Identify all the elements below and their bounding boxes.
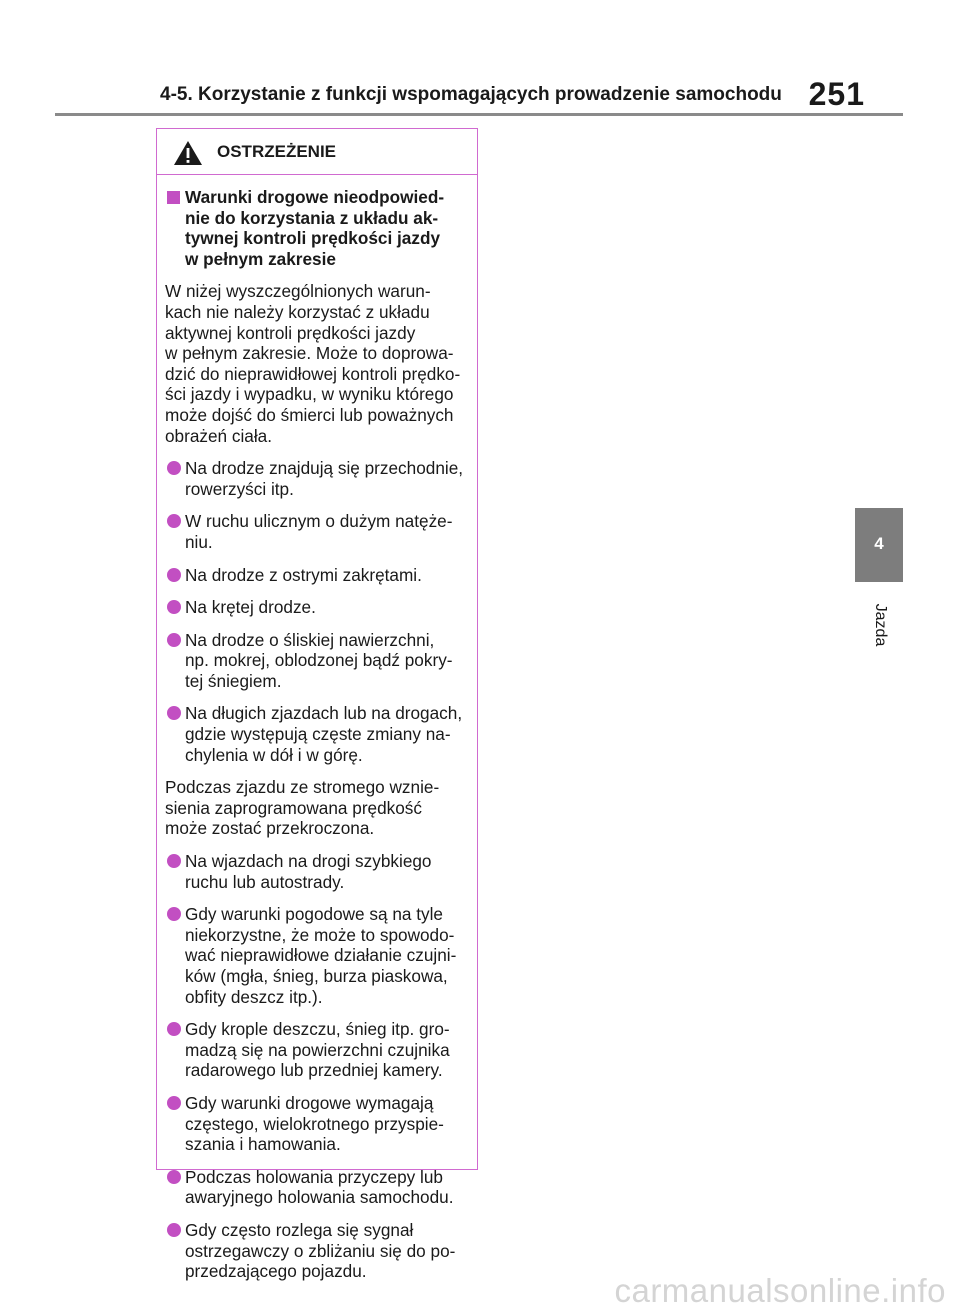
header-divider — [55, 113, 903, 116]
chapter-tab-label — [866, 595, 894, 655]
bullet-text-line: Podczas holowania przyczepy lub — [185, 1166, 443, 1187]
round-bullet-icon — [167, 633, 181, 647]
chapter-tab-label-text: Jazda — [872, 603, 889, 647]
warning-body — [157, 175, 477, 1282]
bullet-item — [165, 1093, 469, 1155]
section-title-line: nie do korzystania z układu ak- — [185, 207, 439, 228]
bullet-text-line: Gdy krople deszczu, śnieg itp. gro- — [185, 1019, 450, 1040]
text-line: Podczas zjazdu ze stromego wznie- — [165, 777, 440, 798]
round-bullet-icon — [167, 706, 181, 720]
text-line: obrażeń ciała. — [165, 425, 273, 446]
section-title-line: tywnej kontroli prędkości jazdy — [185, 228, 441, 249]
chapter-tab[interactable] — [855, 508, 903, 582]
text-line: kach nie należy korzystać z układu — [165, 301, 430, 322]
bullet-list-b — [165, 851, 469, 1282]
bullet-text-line: obfity deszcz itp.). — [185, 986, 323, 1007]
bullet-text-line: ruchu lub autostrady. — [185, 871, 345, 892]
round-bullet-icon — [167, 461, 181, 475]
bullet-item — [165, 904, 469, 1007]
bullet-text-line: ków (mgła, śnieg, burza piaskowa, — [185, 966, 448, 986]
bullet-text-line: Na wjazdach na drogi szybkiego — [185, 851, 432, 872]
bullet-text-line: Gdy warunki drogowe wymagają — [185, 1092, 434, 1113]
middle-paragraph — [165, 777, 469, 839]
bullet-text-line: tej śniegiem. — [185, 670, 282, 691]
bullet-text-line: Na krętej drodze. — [185, 597, 316, 618]
warning-box — [156, 128, 478, 1282]
bullet-item — [165, 1167, 469, 1208]
bullet-text-line: Na drodze znajdują się przechodnie, — [185, 458, 464, 479]
bullet-item — [165, 1019, 469, 1081]
bullet-item — [165, 703, 469, 765]
round-bullet-icon — [167, 1223, 181, 1237]
bullet-text-line: rowerzyści itp. — [185, 478, 294, 499]
text-line: w pełnym zakresie. Może to doprowa- — [165, 343, 454, 364]
bullet-text-line: madzą się na powierzchni czujnika — [185, 1039, 450, 1060]
round-bullet-icon — [167, 514, 181, 528]
chapter-tab-number: 4 — [874, 534, 884, 553]
warning-header — [157, 129, 477, 175]
text-line: może zostać przekroczona. — [165, 818, 375, 839]
chapter-title: 4-5. Korzystanie z funkcji wspomagających prowadzenie samochodu — [160, 84, 782, 105]
text-line: W niżej wyszczególnionych warun- — [165, 281, 431, 302]
text-line: może dojść do śmierci lub poważnych — [165, 404, 454, 425]
page-number: 251 — [808, 76, 865, 112]
bullet-text-line: wać nieprawidłowe działanie czujni- — [185, 945, 457, 966]
bullet-text-line: Na drodze o śliskiej nawierzchni, — [185, 629, 435, 650]
round-bullet-icon — [167, 568, 181, 582]
intro-paragraph — [165, 281, 469, 446]
bullet-text-line: gdzie występują częste zmiany na- — [185, 724, 451, 745]
page-header — [160, 78, 865, 110]
watermark: carmanualsonline.info — [614, 1272, 946, 1309]
bullet-item — [165, 458, 469, 499]
bullet-text-line: W ruchu ulicznym o dużym natęże- — [185, 511, 453, 532]
round-bullet-icon — [167, 1170, 181, 1184]
text-line: dzić do nieprawidłowej kontroli prędko- — [165, 363, 461, 384]
bullet-text-line: Na długich zjazdach lub na drogach, — [185, 703, 463, 724]
bullet-list-a — [165, 458, 469, 765]
bullet-text-line: Na drodze z ostrymi zakrętami. — [185, 564, 422, 585]
bullet-text-line: Gdy często rozlega się sygnał — [185, 1219, 414, 1240]
round-bullet-icon — [167, 600, 181, 614]
section-title — [165, 187, 469, 269]
round-bullet-icon — [167, 1022, 181, 1036]
square-bullet-icon — [167, 191, 180, 204]
bullet-text-line: awaryjnego holowania samochodu. — [185, 1187, 454, 1208]
bullet-text-line: Gdy warunki pogodowe są na tyle — [185, 904, 443, 925]
bullet-item — [165, 565, 469, 586]
bullet-item — [165, 851, 469, 892]
bullet-text-line: niekorzystne, że może to spowodo- — [185, 924, 455, 945]
bullet-item — [165, 597, 469, 618]
round-bullet-icon — [167, 907, 181, 921]
bullet-text-line: chylenia w dół i w górę. — [185, 744, 363, 765]
bullet-item — [165, 630, 469, 692]
text-line: aktywnej kontroli prędkości jazdy — [165, 322, 416, 343]
section-title-line: w pełnym zakresie — [185, 248, 336, 269]
bullet-text-line: przedzającego pojazdu. — [185, 1261, 367, 1282]
round-bullet-icon — [167, 1096, 181, 1110]
bullet-text-line: ostrzegawczy o zbliżaniu się do po- — [185, 1240, 456, 1261]
bullet-text-line: częstego, wielokrotnego przyspie- — [185, 1113, 444, 1134]
bullet-text-line: szania i hamowania. — [185, 1134, 341, 1155]
text-line: ści jazdy i wypadku, w wyniku którego — [165, 384, 454, 405]
warning-triangle-icon — [173, 140, 203, 166]
bullet-text-line: radarowego lub przedniej kamery. — [185, 1060, 443, 1081]
bullet-text-line: niu. — [185, 531, 213, 552]
bullet-item — [165, 511, 469, 552]
round-bullet-icon — [167, 854, 181, 868]
bullet-item — [165, 1220, 469, 1282]
section-title-line: Warunki drogowe nieodpowied- — [185, 187, 445, 207]
warning-label: OSTRZEŻENIE — [217, 142, 337, 161]
bullet-text-line: np. mokrej, oblodzonej bądź pokry- — [185, 650, 453, 671]
text-line: sienia zaprogramowana prędkość — [165, 797, 422, 818]
